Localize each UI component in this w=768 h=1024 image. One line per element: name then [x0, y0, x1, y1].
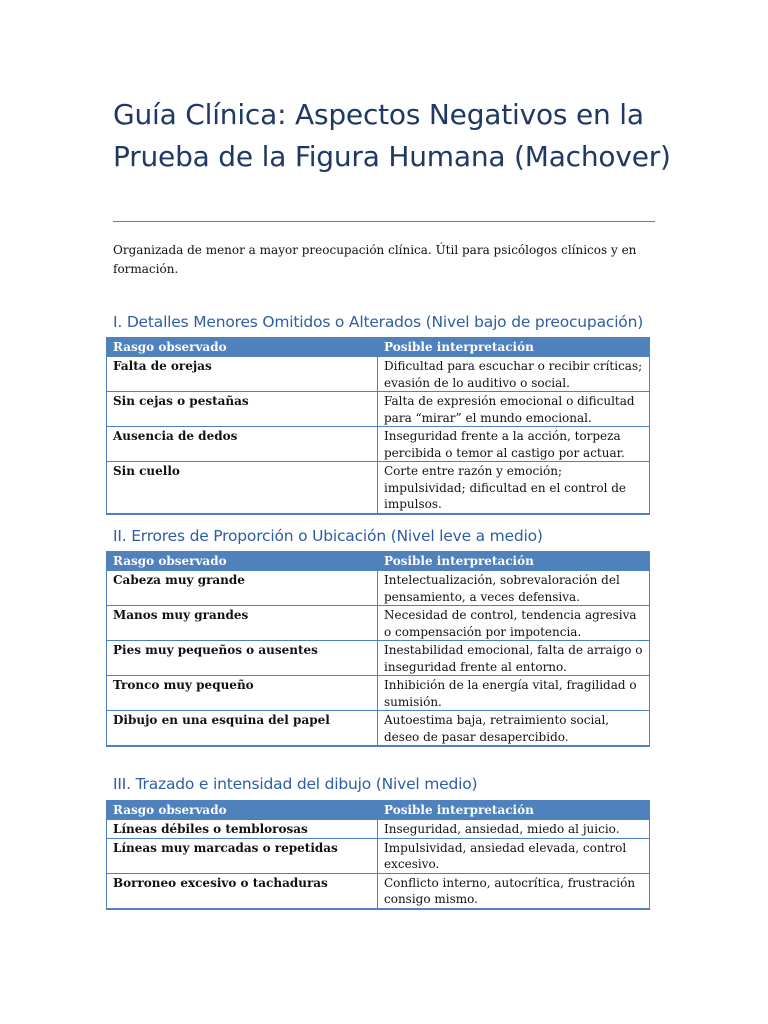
trait-cell: Dibujo en una esquina del papel: [107, 711, 378, 747]
table-row: [107, 427, 650, 462]
col-header-interpretation: Posible interpretación: [378, 552, 650, 571]
page-title: Guía Clínica: Aspectos Negativos en la Prueba de la Figura Humana (Machover): [113, 98, 671, 173]
trait-cell: Líneas muy marcadas o repetidas: [107, 838, 378, 873]
col-header-interpretation: Posible interpretación: [378, 338, 650, 357]
trait-cell: Líneas débiles o temblorosas: [107, 820, 378, 839]
interpretation-cell: Inseguridad frente a la acción, torpeza percibida o temor al castigo por actuar.: [378, 427, 650, 462]
table-section-3: [106, 800, 650, 910]
interpretation-cell: Corte entre razón y emoción; impulsividad; dificultad en el control de impulsos.: [378, 462, 650, 514]
table-row: [107, 676, 650, 711]
trait-cell: Falta de orejas: [107, 357, 378, 392]
section-title-2: II. Errores de Proporción o Ubicación (Nivel leve a medio): [113, 527, 543, 545]
interpretation-cell: Dificultad para escuchar o recibir críticas; evasión de lo auditivo o social.: [378, 357, 650, 392]
table-row: [107, 711, 650, 747]
trait-cell: Ausencia de dedos: [107, 427, 378, 462]
table-row: [107, 606, 650, 641]
trait-cell: Cabeza muy grande: [107, 571, 378, 606]
interpretation-cell: Conflicto interno, autocrítica, frustración consigo mismo.: [378, 873, 650, 909]
interpretation-cell: Inestabilidad emocional, falta de arraigo o inseguridad frente al entorno.: [378, 641, 650, 676]
trait-cell: Pies muy pequeños o ausentes: [107, 641, 378, 676]
trait-cell: Tronco muy pequeño: [107, 676, 378, 711]
table-section-1: [106, 337, 650, 515]
table-row: [107, 357, 650, 392]
table-header-row: [107, 338, 650, 357]
table-row: [107, 873, 650, 909]
table-row: [107, 462, 650, 514]
trait-cell: Borroneo excesivo o tachaduras: [107, 873, 378, 909]
interpretation-cell: Intelectualización, sobrevaloración del pensamiento, a veces defensiva.: [378, 571, 650, 606]
table-row: [107, 820, 650, 839]
table-row: [107, 392, 650, 427]
col-header-trait: Rasgo observado: [107, 552, 378, 571]
table-header-row: [107, 801, 650, 820]
table-row: [107, 571, 650, 606]
trait-cell: Sin cejas o pestañas: [107, 392, 378, 427]
table-header-row: [107, 552, 650, 571]
interpretation-cell: Inseguridad, ansiedad, miedo al juicio.: [378, 820, 650, 839]
interpretation-cell: Impulsividad, ansiedad elevada, control excesivo.: [378, 838, 650, 873]
table-row: [107, 838, 650, 873]
interpretation-cell: Necesidad de control, tendencia agresiva o compensación por impotencia.: [378, 606, 650, 641]
section-title-3: III. Trazado e intensidad del dibujo (Nivel medio): [113, 775, 478, 793]
col-header-trait: Rasgo observado: [107, 338, 378, 357]
title-divider: [113, 221, 655, 222]
interpretation-cell: Falta de expresión emocional o dificultad para “mirar” el mundo emocional.: [378, 392, 650, 427]
interpretation-cell: Inhibición de la energía vital, fragilidad o sumisión.: [378, 676, 650, 711]
col-header-trait: Rasgo observado: [107, 801, 378, 820]
interpretation-cell: Autoestima baja, retraimiento social, deseo de pasar desapercibido.: [378, 711, 650, 747]
col-header-interpretation: Posible interpretación: [378, 801, 650, 820]
trait-cell: Manos muy grandes: [107, 606, 378, 641]
table-row: [107, 641, 650, 676]
table-section-2: [106, 551, 650, 747]
section-title-1: I. Detalles Menores Omitidos o Alterados (Nivel bajo de preocupación): [113, 313, 644, 331]
trait-cell: Sin cuello: [107, 462, 378, 514]
intro-paragraph: Organizada de menor a mayor preocupación clínica. Útil para psicólogos clínicos y en formación.: [113, 243, 637, 276]
